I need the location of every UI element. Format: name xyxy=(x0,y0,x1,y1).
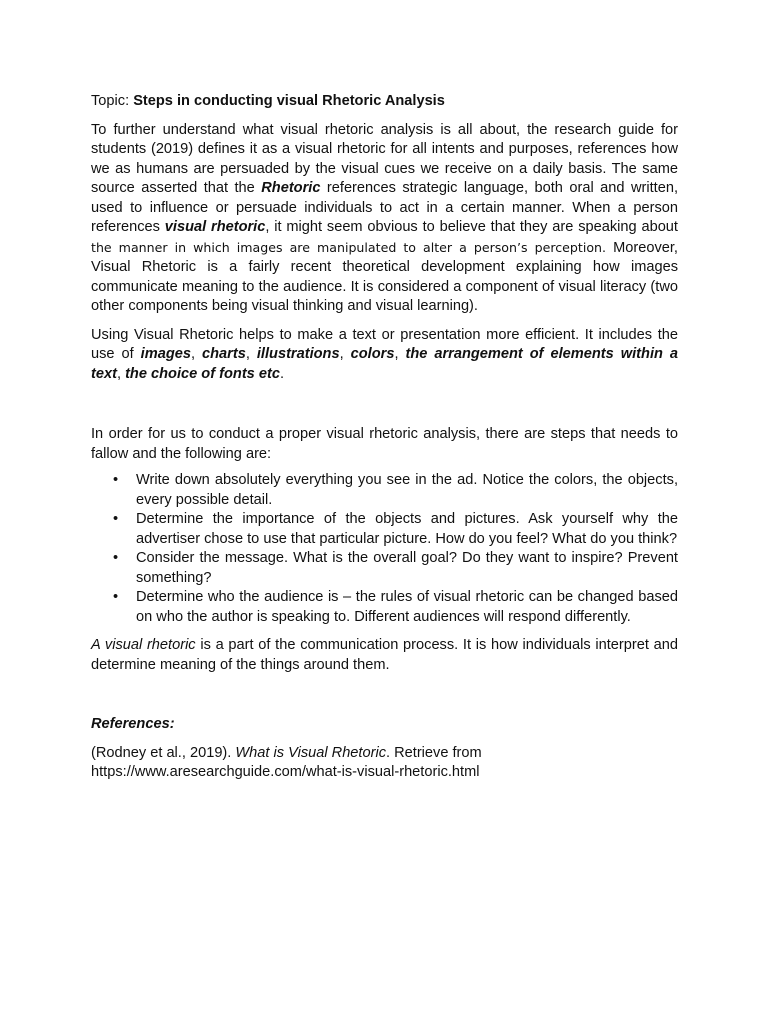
intro-text-3: , it might seem obvious to believe that they are speaking about xyxy=(265,219,678,235)
term-illustrations: illustrations xyxy=(256,346,340,362)
step-text: Determine the importance of the objects and pictures. Ask yourself why the advertiser chose to use that particular picture. How do you feel? What do you think? xyxy=(136,511,678,547)
separator: , xyxy=(116,365,126,382)
step-text: Write down absolutely everything you see in the ad. Notice the colors, the objects, every possible detail. xyxy=(136,472,678,508)
reference-author: (Rodney et al., 2019). xyxy=(91,744,236,761)
intro-text-4: Moreover, Visual Rhetoric is a fairly recent theoretical development explaining how images communicate meaning to the audience. It is considered a component of visual literacy (two other components being visual thinking and visual learning). xyxy=(91,239,678,314)
step-text: Determine who the audience is – the rules of visual rhetoric can be changed based on who the author is speaking to. Different audiences will respond differently. xyxy=(136,589,678,625)
rhetoric-term: Rhetoric xyxy=(261,180,321,196)
reference-entry xyxy=(91,744,678,783)
period: . xyxy=(279,365,284,382)
topic-label: Topic: xyxy=(91,93,134,109)
steps-list xyxy=(91,471,678,627)
bullet-icon: • xyxy=(113,511,119,527)
conclusion-text: is a part of the communication process. It is how individuals interpret and determine meaning of the things around them. xyxy=(91,637,678,673)
reference-url: https://www.aresearchguide.com/what-is-visual-rhetoric.html xyxy=(91,764,480,780)
step-text: Consider the message. What is the overall goal? Do they want to inspire? Prevent something? xyxy=(136,550,678,586)
list-item xyxy=(91,549,678,588)
usage-paragraph xyxy=(91,326,678,385)
term-charts: charts xyxy=(202,346,246,362)
list-item xyxy=(91,510,678,549)
references-heading: References: xyxy=(91,716,175,732)
intro-text-1: To further understand what visual rhetoric analysis is all about, the research guide for students (2019) defines it as a visual rhetoric for all intents and purposes, references how we as humans are persuaded by the visual cues we receive on a daily basis. The same source asserted that the xyxy=(91,121,678,196)
document-page xyxy=(91,92,678,783)
list-item xyxy=(91,471,678,510)
visual-rhetoric-term: visual rhetoric xyxy=(164,219,266,235)
conclusion-paragraph xyxy=(91,636,678,675)
list-item xyxy=(91,588,678,627)
reference-retrieve: . Retrieve from xyxy=(386,744,482,761)
bullet-icon: • xyxy=(113,550,119,566)
conclusion-term: A visual rhetoric xyxy=(91,637,196,653)
intro-paragraph xyxy=(91,121,678,317)
separator: , xyxy=(394,346,406,362)
topic-title: Steps in conducting visual Rhetoric Analysis xyxy=(133,93,445,109)
term-colors: colors xyxy=(350,346,395,362)
usage-text: Using Visual Rhetoric helps to make a text or presentation more efficient. It includes the use of xyxy=(91,326,678,362)
term-fonts: the choice of fonts etc xyxy=(125,365,280,382)
intro-text-2: references strategic language, both oral and written, used to influence or persuade individuals to act in a certain manner. When a person references xyxy=(91,180,678,235)
separator: , xyxy=(245,346,257,362)
intro-alt-font-text: the manner in which images are manipulated to alter a person’s perception. xyxy=(91,239,607,255)
steps-intro-paragraph: In order for us to conduct a proper visual rhetoric analysis, there are steps that needs to fallow and the following are: xyxy=(91,426,678,462)
bullet-icon: • xyxy=(113,472,119,488)
term-arrangement: the arrangement of elements within a text xyxy=(91,346,679,382)
separator: , xyxy=(190,346,203,362)
term-images: images xyxy=(140,346,191,362)
bullet-icon: • xyxy=(113,589,119,605)
reference-title: What is Visual Rhetoric xyxy=(235,744,386,761)
separator: , xyxy=(339,346,351,362)
topic-line xyxy=(91,92,678,112)
